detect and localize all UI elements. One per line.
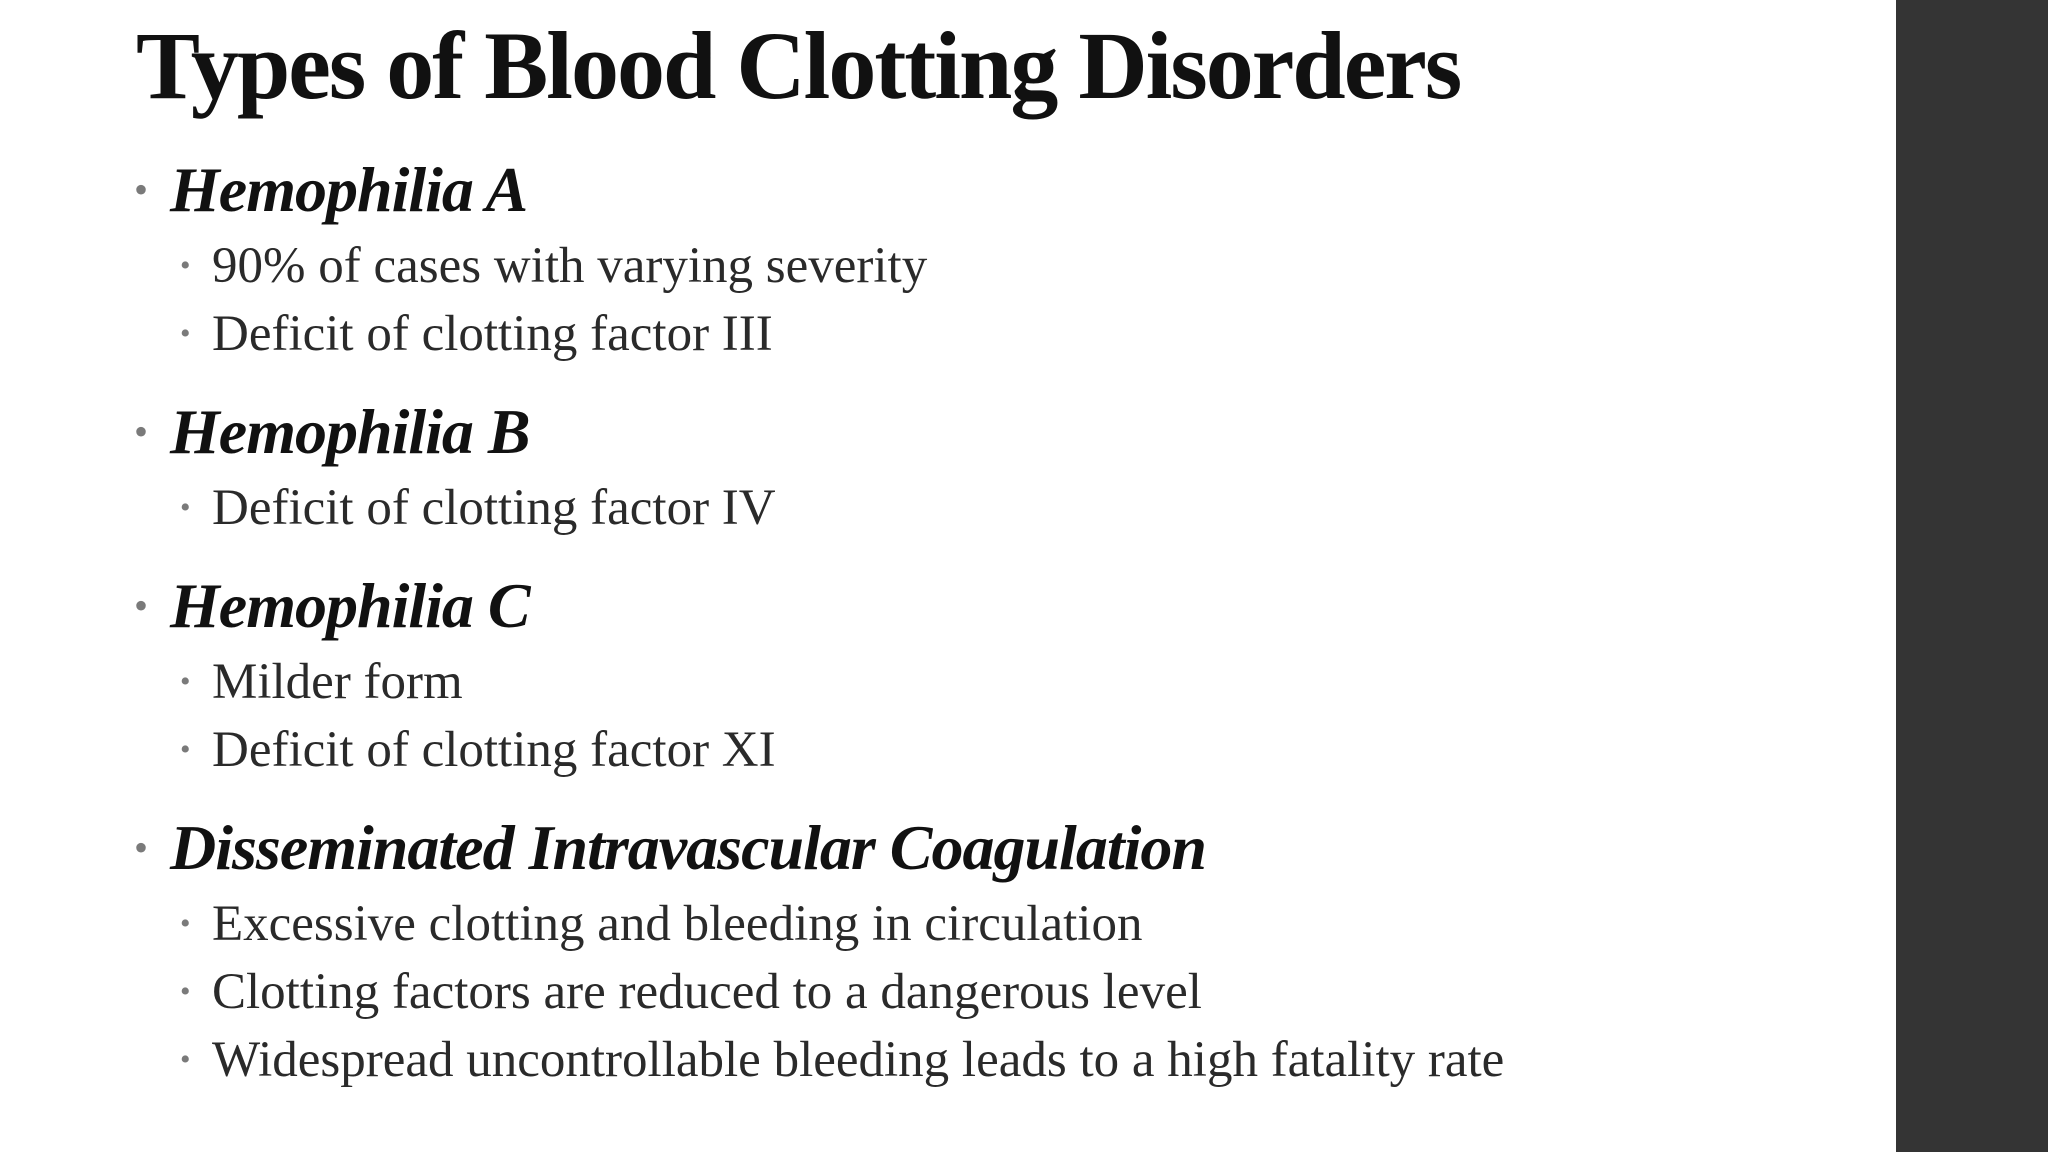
list-item-text: Clotting factors are reduced to a dangerous level — [212, 964, 1202, 1020]
bullet-icon: • — [180, 733, 191, 766]
list-item — [180, 300, 1854, 368]
topic-heading: Disseminated Intravascular Coagulation — [170, 812, 1206, 883]
topic-row — [134, 806, 1854, 890]
sub-list — [134, 474, 1854, 542]
sub-list — [134, 648, 1854, 784]
topic-heading: Hemophilia C — [170, 570, 530, 641]
list-item-text: Milder form — [212, 654, 463, 710]
list-item — [180, 716, 1854, 784]
list-item-text: Deficit of clotting factor IV — [212, 480, 776, 536]
list-item-text: Deficit of clotting factor XI — [212, 722, 776, 778]
topic-hemophilia-b — [134, 390, 1854, 542]
list-item-text: 90% of cases with varying severity — [212, 238, 928, 294]
topic-heading: Hemophilia A — [170, 154, 528, 225]
topic-heading: Hemophilia B — [170, 396, 530, 467]
bullet-icon: • — [180, 317, 191, 350]
list-item-text: Deficit of clotting factor III — [212, 306, 773, 362]
bullet-icon: • — [180, 975, 191, 1008]
topic-dic — [134, 806, 1854, 1094]
bullet-icon: • — [134, 167, 149, 212]
sub-list — [134, 232, 1854, 368]
list-item — [180, 648, 1854, 716]
topic-row — [134, 564, 1854, 648]
list-item — [180, 232, 1854, 300]
list-item-text: Excessive clotting and bleeding in circulation — [212, 896, 1143, 952]
bullet-icon: • — [180, 907, 191, 940]
bullet-icon: • — [180, 491, 191, 524]
bullet-icon: • — [180, 1043, 191, 1076]
list-item — [180, 890, 1854, 958]
list-item-text: Widespread uncontrollable bleeding leads to a high fatality rate — [212, 1032, 1505, 1088]
bullet-list — [134, 148, 1854, 1116]
topic-hemophilia-a — [134, 148, 1854, 368]
sub-list — [134, 890, 1854, 1094]
topic-row — [134, 390, 1854, 474]
topic-hemophilia-c — [134, 564, 1854, 784]
bullet-icon: • — [180, 665, 191, 698]
topic-row — [134, 148, 1854, 232]
list-item — [180, 474, 1854, 542]
slide-title: Types of Blood Clotting Disorders — [136, 12, 1461, 119]
list-item — [180, 1026, 1854, 1094]
side-accent-bar — [1896, 0, 2048, 1152]
bullet-icon: • — [134, 409, 149, 454]
bullet-icon: • — [134, 583, 149, 628]
bullet-icon: • — [134, 825, 149, 870]
list-item — [180, 958, 1854, 1026]
bullet-icon: • — [180, 249, 191, 282]
